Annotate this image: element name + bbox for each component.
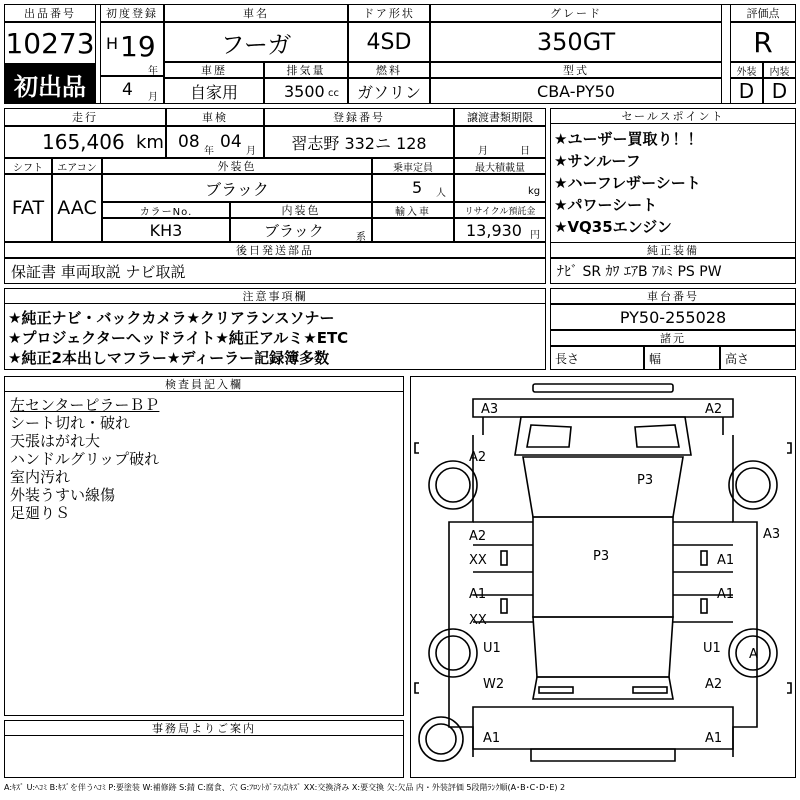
mark-front-left-corner: A3 <box>481 402 499 417</box>
mark-left-front-door: A2 <box>469 529 487 544</box>
mark-left-rear-door-2: XX <box>469 613 487 628</box>
mark-rear-left: A1 <box>483 731 501 746</box>
inspector-line: 足廻りＳ <box>10 504 71 522</box>
mileage: 165,406 <box>42 130 125 154</box>
ac: AAC <box>52 174 102 242</box>
notes-label: 注意事項欄 <box>4 288 546 304</box>
mark-right-front-fender: A3 <box>763 527 781 542</box>
note-line: ★純正ナビ・バックカメラ★クリアランスソナー <box>8 309 335 327</box>
sales-point-item: ★ユーザー買取り！！ <box>554 130 703 148</box>
chassis-number: PY50-255028 <box>550 304 796 330</box>
inspection-month-unit: 月 <box>246 146 256 157</box>
shift: FAT <box>4 174 52 242</box>
mark-right-rear-door: A1 <box>717 587 735 602</box>
inspector-line: 室内汚れ <box>10 468 71 486</box>
km-unit: km <box>136 132 164 153</box>
note-line: ★プロジェクターヘッドライト★純正アルミ★ETC <box>8 329 349 347</box>
first-reg-month: 4 <box>122 80 133 100</box>
sales-point-item: ★ハーフレザーシート <box>554 174 701 192</box>
sales-points-list <box>554 128 794 238</box>
grade-label: グレード <box>430 4 722 22</box>
shift-label: シフト <box>4 158 52 174</box>
first-reg-label: 初度登録 <box>100 4 164 22</box>
era: H <box>106 34 119 53</box>
model: CBA-PY50 <box>430 78 722 104</box>
sales-point-item: ★パワーシート <box>554 196 658 214</box>
mark-right-front-door: A1 <box>717 553 735 568</box>
inspector-line: 左センターピラーＢＰ <box>10 396 160 414</box>
genuine-equipment: ﾅﾋﾞ SR ｶﾜ ｴｱB ｱﾙﾐ PS PW <box>550 258 796 284</box>
mark-front-right-corner: A2 <box>705 402 723 417</box>
mark-rear-right: A1 <box>705 731 723 746</box>
import-cell <box>372 218 454 242</box>
car-diagram <box>410 376 796 778</box>
inspector-line: 外装うすい線傷 <box>10 486 116 504</box>
width-label: 幅 <box>649 351 662 366</box>
inspection-month: 04 <box>220 132 242 152</box>
genuine-label: 純正装備 <box>550 242 796 258</box>
capacity: 5 <box>412 178 423 197</box>
inspector-label: 検査員記入欄 <box>4 376 404 392</box>
load-unit: kg <box>528 186 541 197</box>
car-name: フーガ <box>164 22 348 62</box>
transfer-cell <box>454 126 546 158</box>
model-label: 型式 <box>430 62 722 78</box>
interior-color-unit: 系 <box>356 232 366 243</box>
history-label: 車歴 <box>164 62 264 78</box>
inspection-year-unit: 年 <box>204 146 214 157</box>
grade: 350GT <box>430 22 722 62</box>
mileage-label: 走行 <box>4 108 166 126</box>
year-unit: 年 <box>148 66 158 77</box>
inspector-line: ハンドルグリップ破れ <box>10 450 160 468</box>
exterior-label: 外装 <box>730 62 763 78</box>
interior-color-label: 内装色 <box>230 202 372 218</box>
capacity-unit: 人 <box>436 188 446 199</box>
legend: A:ｷｽﾞ U:ﾍｺﾐ B:ｷｽﾞを伴うﾍｺﾐ P:要塗装 W:補修跡 S:錆 C:腐食、穴 G:ﾌﾛﾝﾄｶﾞﾗｽ点ｷｽﾞ XX:交換済み X:要交換 欠:欠品 内・外装評価 5段階ﾗﾝｸ順(A･B･C･D･E) 2 <box>4 783 566 792</box>
mark-right-rear-tire: A <box>749 647 758 662</box>
height-label: 高さ <box>725 351 750 366</box>
transfer-day-unit: 日 <box>520 146 530 157</box>
import-label: 輸入車 <box>372 202 454 218</box>
displacement: 3500 <box>284 82 325 101</box>
length-cell <box>550 346 644 370</box>
sales-point-item: ★VQ35エンジン <box>554 218 672 236</box>
note-line: ★純正2本出しマフラー★ディーラー記録簿多数 <box>8 349 330 367</box>
recycle-label: リサイクル預託金 <box>454 202 546 218</box>
yen-unit: 円 <box>530 230 540 241</box>
inspection-year: 08 <box>178 132 200 152</box>
rating: R <box>730 22 796 62</box>
color-no: KH3 <box>102 218 230 242</box>
chassis-label: 車台番号 <box>550 288 796 304</box>
mark-left-rear-door: A1 <box>469 587 487 602</box>
fuel-label: 燃料 <box>348 62 430 78</box>
inspector-notes <box>10 396 159 522</box>
displacement-label: 排気量 <box>264 62 348 78</box>
dims-label: 諸元 <box>550 330 796 346</box>
later-parts-label: 後日発送部品 <box>4 242 546 258</box>
lot-number: 10273 <box>4 22 96 64</box>
transfer-month-unit: 月 <box>478 146 488 157</box>
interior-label: 内装 <box>763 62 796 78</box>
mark-roof: P3 <box>637 473 654 488</box>
height-cell <box>720 346 796 370</box>
inspection-label: 車検 <box>166 108 264 126</box>
exterior-grade: D <box>730 78 763 104</box>
car-name-label: 車名 <box>164 4 348 22</box>
sales-point-item: ★サンルーフ <box>554 152 641 170</box>
rating-label: 評価点 <box>730 4 796 22</box>
reg-number: 習志野 332ニ 128 <box>264 126 454 158</box>
inspector-line: シート切れ・破れ <box>10 414 131 432</box>
fuel: ガソリン <box>348 78 430 104</box>
mark-hood-left: A2 <box>469 450 487 465</box>
color: ブラック <box>102 174 372 202</box>
door-label: ドア形状 <box>348 4 430 22</box>
length-label: 長さ <box>555 351 580 366</box>
capacity-label: 乗車定員 <box>372 158 454 174</box>
mark-right-rear-wheel: U1 <box>703 641 721 656</box>
interior-grade: D <box>763 78 796 104</box>
first-listing-badge: 初出品 <box>4 64 96 104</box>
recycle: 13,930 <box>466 221 522 240</box>
history: 自家用 <box>164 78 264 104</box>
interior-color: ブラック <box>264 222 324 240</box>
notes-list <box>8 308 348 368</box>
mark-left-front-door-2: XX <box>469 553 487 568</box>
sales-points-label: セールスポイント <box>550 108 796 124</box>
width-cell <box>644 346 720 370</box>
later-parts: 保証書 車両取説 ナビ取説 <box>4 258 546 284</box>
office-label: 事務局よりご案内 <box>4 720 404 736</box>
ac-label: エアコン <box>52 158 102 174</box>
mark-left-rear-wheel: U1 <box>483 641 501 656</box>
load-label: 最大積載量 <box>454 158 546 174</box>
month-unit: 月 <box>148 92 158 103</box>
first-reg-year: 19 <box>120 30 156 63</box>
door-type: 4SD <box>348 22 430 62</box>
lot-label: 出品番号 <box>4 4 96 22</box>
color-label: 外装色 <box>102 158 372 174</box>
mark-left-rear-quarter: W2 <box>483 677 505 692</box>
transfer-label: 譲渡書類期限 <box>454 108 546 126</box>
color-no-label: カラーNo. <box>102 202 230 218</box>
mark-right-rear-quarter: A2 <box>705 677 723 692</box>
car-diagram-svg <box>411 377 794 776</box>
inspector-line: 天張はがれ大 <box>10 432 101 450</box>
reg-label: 登録番号 <box>264 108 454 126</box>
cc-unit: cc <box>328 88 339 99</box>
mark-cabin: P3 <box>593 549 610 564</box>
